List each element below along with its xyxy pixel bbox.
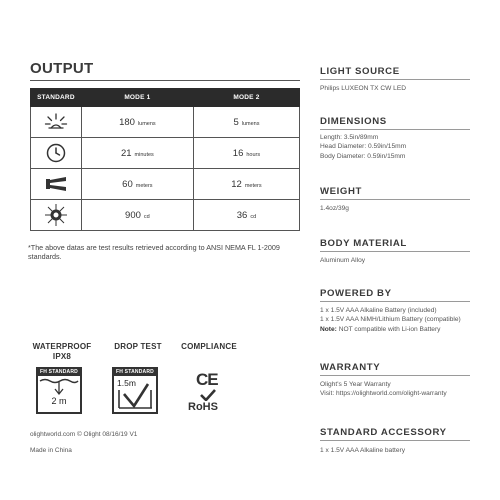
warranty-term: Olight's 5 Year Warranty bbox=[320, 381, 391, 388]
brightness-mode-2-value: 5 bbox=[233, 116, 239, 128]
brightness-mode-2-unit: lumens bbox=[241, 120, 260, 127]
runtime-mode-2 bbox=[193, 138, 299, 169]
battery-included: 1 x 1.5V AAA Alkaline Battery (included) bbox=[320, 307, 437, 314]
table-row-brightness bbox=[31, 107, 300, 138]
body-material-divider bbox=[320, 251, 470, 252]
standard-accessory-title: STANDARD ACCESSORY bbox=[320, 427, 447, 438]
dimensions-title: DIMENSIONS bbox=[320, 116, 387, 127]
peak-intensity-icon-cell bbox=[31, 200, 82, 231]
light-source-divider bbox=[320, 79, 470, 80]
table-row-runtime bbox=[31, 138, 300, 169]
copyright-text: olightworld.com © Olight 08/16/19 V1 bbox=[30, 431, 138, 438]
warranty-divider bbox=[320, 375, 470, 376]
battery-note-text: NOT compatible with Li-ion Battery bbox=[336, 325, 441, 333]
beam-distance-mode-1 bbox=[81, 169, 193, 200]
runtime-mode-1-value: 21 bbox=[120, 147, 132, 159]
beam-distance-mode-2-value: 12 bbox=[231, 178, 242, 190]
drop-impact-icon bbox=[114, 376, 156, 410]
brightness-mode-1-unit: lumens bbox=[137, 120, 156, 127]
waterproof-badge bbox=[36, 367, 82, 414]
runtime-icon-cell bbox=[31, 138, 82, 169]
runtime-mode-2-unit: hours bbox=[246, 151, 261, 158]
table-header-row bbox=[31, 89, 300, 107]
rohs-check-icon bbox=[199, 389, 217, 401]
runtime-mode-1-unit: minutes bbox=[134, 151, 154, 158]
compliance-label: COMPLIANCE bbox=[181, 342, 237, 351]
warranty-title: WARRANTY bbox=[320, 362, 381, 373]
beam-distance-mode-1-unit: meters bbox=[135, 182, 153, 189]
body-material-title: BODY MATERIAL bbox=[320, 238, 407, 249]
weight-title: WEIGHT bbox=[320, 186, 362, 197]
warranty-list bbox=[320, 380, 447, 399]
water-depth-icon bbox=[38, 376, 80, 396]
dimension-head-diameter: Head Diameter: 0.59in/15mm bbox=[320, 143, 407, 151]
beam-distance-icon bbox=[44, 174, 68, 194]
weight-value: 1.4oz/39g bbox=[320, 205, 349, 212]
runtime-mode-2-value: 16 bbox=[232, 147, 244, 159]
brightness-mode-2 bbox=[193, 107, 299, 138]
output-divider bbox=[30, 80, 300, 81]
test-standard-footnote: *The above datas are test results retrieved according to ANSI NEMA FL 1-2009 standards. bbox=[28, 243, 280, 261]
waterproof-rating: IPX8 bbox=[52, 352, 72, 361]
header-standard: STANDARD bbox=[31, 89, 82, 107]
weight-divider bbox=[320, 199, 470, 200]
table-row-beam-distance bbox=[31, 169, 300, 200]
beam-distance-mode-2-unit: meters bbox=[244, 182, 262, 189]
powered-by-list bbox=[320, 306, 461, 334]
peak-intensity-mode-2 bbox=[193, 200, 299, 231]
output-spec-table bbox=[30, 88, 300, 231]
peak-intensity-mode-1 bbox=[81, 200, 193, 231]
header-mode-1: MODE 1 bbox=[81, 89, 193, 107]
peak-intensity-mode-1-value: 900 bbox=[125, 209, 141, 221]
brightness-mode-1-value: 180 bbox=[119, 116, 135, 128]
waterproof-label bbox=[30, 342, 94, 362]
beam-distance-mode-2 bbox=[193, 169, 299, 200]
peak-intensity-mode-2-unit: cd bbox=[250, 213, 257, 220]
waterproof-badge-header: FH STANDARD bbox=[38, 369, 80, 376]
table-row-peak-intensity bbox=[31, 200, 300, 231]
battery-compatible: 1 x 1.5V AAA NiMH/Lithium Battery (compatible) bbox=[320, 316, 461, 324]
header-mode-2: MODE 2 bbox=[193, 89, 299, 107]
rohs-mark: RoHS bbox=[188, 401, 218, 413]
ce-mark: CE bbox=[196, 370, 218, 389]
powered-by-title: POWERED BY bbox=[320, 288, 392, 299]
runtime-clock-icon bbox=[45, 142, 67, 164]
peak-intensity-icon bbox=[44, 203, 68, 227]
brightness-icon-cell bbox=[31, 107, 82, 138]
drop-height-value: 1.5m bbox=[117, 378, 136, 388]
peak-intensity-mode-1-unit: cd bbox=[143, 213, 150, 220]
drop-test-badge-header: FH STANDARD bbox=[114, 369, 156, 376]
brightness-mode-1 bbox=[81, 107, 193, 138]
battery-note bbox=[320, 325, 461, 334]
runtime-mode-1 bbox=[81, 138, 193, 169]
drop-test-badge bbox=[112, 367, 158, 414]
dimensions-list bbox=[320, 133, 406, 161]
standard-accessory-divider bbox=[320, 440, 470, 441]
origin-text: Made in China bbox=[30, 447, 72, 454]
waterproof-depth-value: 2 m bbox=[51, 396, 67, 406]
powered-by-divider bbox=[320, 301, 470, 302]
peak-intensity-mode-2-value: 36 bbox=[236, 209, 248, 221]
dimension-body-diameter: Body Diameter: 0.59in/15mm bbox=[320, 152, 406, 160]
brightness-icon bbox=[44, 112, 68, 132]
warranty-url: Visit: https://olightworld.com/olight-warranty bbox=[320, 390, 447, 398]
beam-distance-icon-cell bbox=[31, 169, 82, 200]
battery-note-label: Note: bbox=[320, 325, 337, 333]
body-material-value: Aluminum Alloy bbox=[320, 257, 366, 264]
output-title: OUTPUT bbox=[30, 60, 94, 77]
dimension-length: Length: 3.5in/89mm bbox=[320, 134, 379, 141]
dimensions-divider bbox=[320, 129, 470, 130]
beam-distance-mode-1-value: 60 bbox=[122, 178, 133, 190]
drop-test-label: DROP TEST bbox=[114, 342, 162, 351]
light-source-value: Philips LUXEON TX CW LED bbox=[320, 85, 406, 92]
light-source-title: LIGHT SOURCE bbox=[320, 66, 400, 77]
waterproof-label-line1: WATERPROOF bbox=[32, 342, 92, 351]
standard-accessory-value: 1 x 1.5V AAA Alkaline battery bbox=[320, 447, 406, 454]
